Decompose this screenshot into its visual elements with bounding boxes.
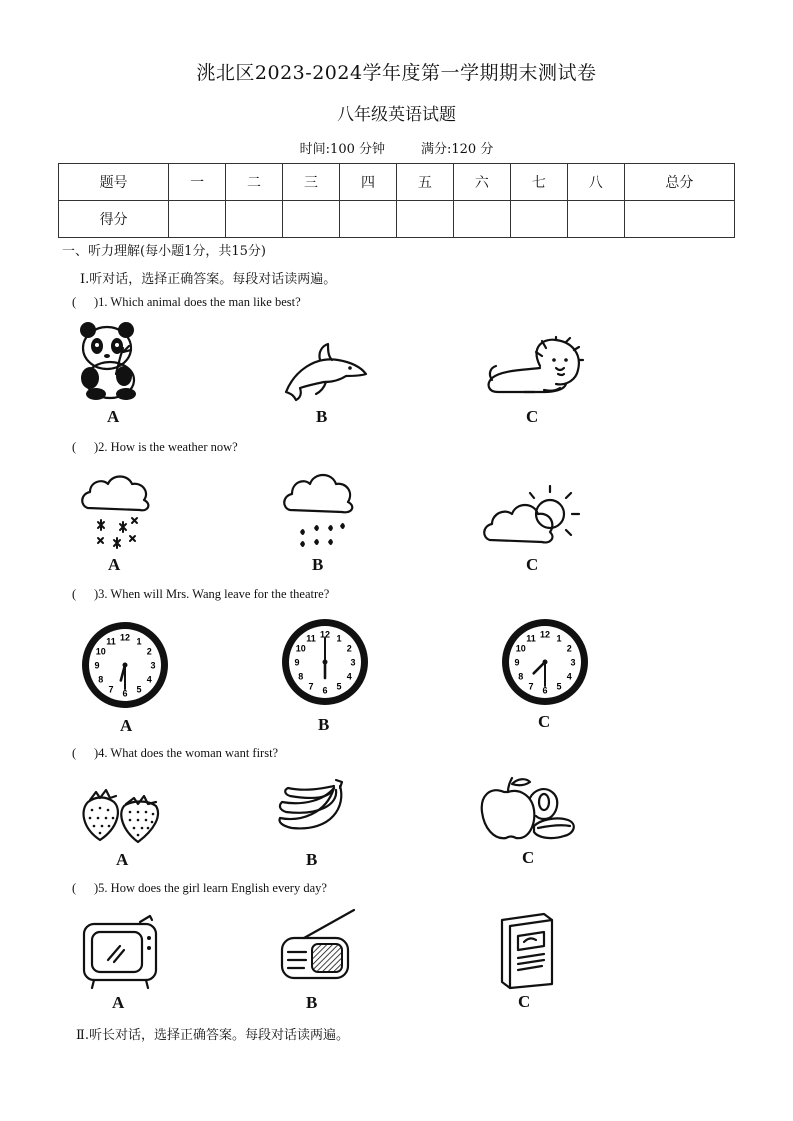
clock-number: 12 (119, 632, 131, 643)
score-cell[interactable] (567, 201, 624, 238)
clock-number: 4 (346, 671, 352, 682)
question-3 (72, 587, 329, 602)
option-label: C (538, 712, 551, 731)
clock-number: 2 (346, 643, 352, 654)
clock-number: 5 (336, 681, 342, 692)
score-cell[interactable] (226, 201, 283, 238)
table-cell: 一 (169, 164, 226, 201)
clock-number: 9 (94, 660, 100, 671)
score-cell[interactable] (169, 201, 226, 238)
clock-number: 8 (98, 674, 104, 685)
table-cell: 得分 (59, 201, 169, 238)
clock-number: 9 (514, 657, 520, 668)
clock-number: 1 (556, 633, 562, 644)
option-label: A (116, 850, 129, 869)
clock-number: 12 (319, 629, 331, 640)
score-cell[interactable] (339, 201, 396, 238)
table-cell: 总分 (624, 164, 734, 201)
clock-number: 4 (566, 671, 572, 682)
book-icon (494, 912, 560, 990)
clock-number: 4 (146, 674, 152, 685)
clock-number: 1 (136, 636, 142, 647)
score-cell[interactable] (624, 201, 734, 238)
clock-number: 12 (539, 629, 551, 640)
panda-icon (76, 322, 146, 402)
answer-bracket[interactable]: ( (72, 587, 77, 601)
question-1 (72, 295, 301, 310)
table-cell: 五 (396, 164, 453, 201)
option-label: A (108, 555, 121, 574)
question-text: )3. When will Mrs. Wang leave for the theatre? (94, 587, 330, 601)
section-heading: 一、听力理解(每小题1分，共15分) (62, 244, 266, 259)
question-text: )4. What does the woman want first? (94, 746, 279, 760)
exam-time-info (0, 138, 793, 157)
answer-bracket[interactable]: ( (72, 881, 77, 895)
option-label: B (312, 555, 324, 574)
clock-icon (280, 617, 370, 707)
option-label: C (522, 848, 535, 867)
option-label: A (120, 716, 133, 735)
part-instruction: Ⅱ.听长对话，选择正确答案。每段对话读两遍。 (76, 1028, 349, 1043)
clock-number: 11 (306, 633, 316, 644)
option-label: B (306, 850, 318, 869)
option-label: C (526, 555, 539, 574)
clock-number: 7 (108, 684, 114, 695)
score-cell[interactable] (396, 201, 453, 238)
clock-number: 2 (146, 646, 152, 657)
clock-number: 10 (95, 646, 106, 657)
option-label: B (318, 715, 330, 734)
table-cell: 二 (226, 164, 283, 201)
dolphin-icon (280, 342, 370, 402)
option-label: A (112, 993, 125, 1012)
clock-center (123, 663, 128, 668)
score-table-score-row (59, 201, 735, 238)
lion-icon (484, 336, 584, 402)
question-text: )1. Which animal does the man like best? (94, 295, 301, 309)
table-cell: 题号 (59, 164, 169, 201)
question-text: )2. How is the weather now? (94, 440, 238, 454)
clock-number: 9 (294, 657, 300, 668)
full-score: 满分:120 分 (421, 142, 494, 157)
clock-number: 3 (350, 657, 356, 668)
clock-number: 5 (556, 681, 562, 692)
table-cell: 六 (453, 164, 510, 201)
exam-title: 洮北区2023-2024学年度第一学期期末测试卷 (196, 62, 597, 84)
score-cell[interactable] (283, 201, 340, 238)
score-cell[interactable] (510, 201, 567, 238)
answer-bracket[interactable]: ( (72, 440, 77, 454)
tv-icon (80, 914, 160, 990)
clock-icon (500, 617, 590, 707)
option-label: A (107, 407, 120, 426)
table-cell: 七 (510, 164, 567, 201)
partly-cloudy-icon (480, 484, 580, 548)
snow-icon (78, 472, 154, 552)
clock-number: 11 (526, 633, 536, 644)
time-limit: 时间:100 分钟 (299, 142, 385, 157)
option-label: B (316, 407, 328, 426)
answer-bracket[interactable]: ( (72, 746, 77, 760)
apple-icon (478, 776, 578, 844)
rain-icon (280, 470, 356, 552)
clock-number: 11 (106, 636, 116, 647)
clock-number: 2 (566, 643, 572, 654)
table-cell: 三 (283, 164, 340, 201)
clock-number: 3 (570, 657, 576, 668)
score-table (58, 163, 735, 238)
clock-number: 8 (298, 671, 304, 682)
question-5 (72, 881, 327, 896)
clock-number: 6 (322, 685, 328, 696)
clock-number: 10 (515, 643, 526, 654)
table-cell: 八 (567, 164, 624, 201)
clock-number: 8 (518, 671, 524, 682)
score-cell[interactable] (453, 201, 510, 238)
clock-number: 7 (308, 681, 314, 692)
answer-bracket[interactable]: ( (72, 295, 77, 309)
strawberry-icon (78, 788, 164, 844)
clock-number: 10 (295, 643, 306, 654)
table-cell: 四 (339, 164, 396, 201)
banana-icon (276, 776, 350, 840)
clock-number: 7 (528, 681, 534, 692)
part-instruction: Ⅰ.听对话，选择正确答案。每段对话读两遍。 (80, 272, 337, 287)
radio-icon (278, 908, 358, 984)
clock-center (543, 660, 548, 665)
question-4 (72, 746, 278, 761)
clock-number: 1 (336, 633, 342, 644)
score-table-header-row (59, 164, 735, 201)
clock-number: 3 (150, 660, 156, 671)
clock-center (323, 660, 328, 665)
option-label: C (526, 407, 539, 426)
question-2 (72, 440, 238, 455)
question-text: )5. How does the girl learn English every day? (94, 881, 327, 895)
option-label: C (518, 992, 531, 1011)
exam-subtitle: 八年级英语试题 (337, 105, 456, 125)
clock-number: 6 (542, 685, 548, 696)
option-label: B (306, 993, 318, 1012)
clock-number: 5 (136, 684, 142, 695)
clock-number: 6 (122, 688, 128, 699)
clock-icon (80, 620, 170, 710)
